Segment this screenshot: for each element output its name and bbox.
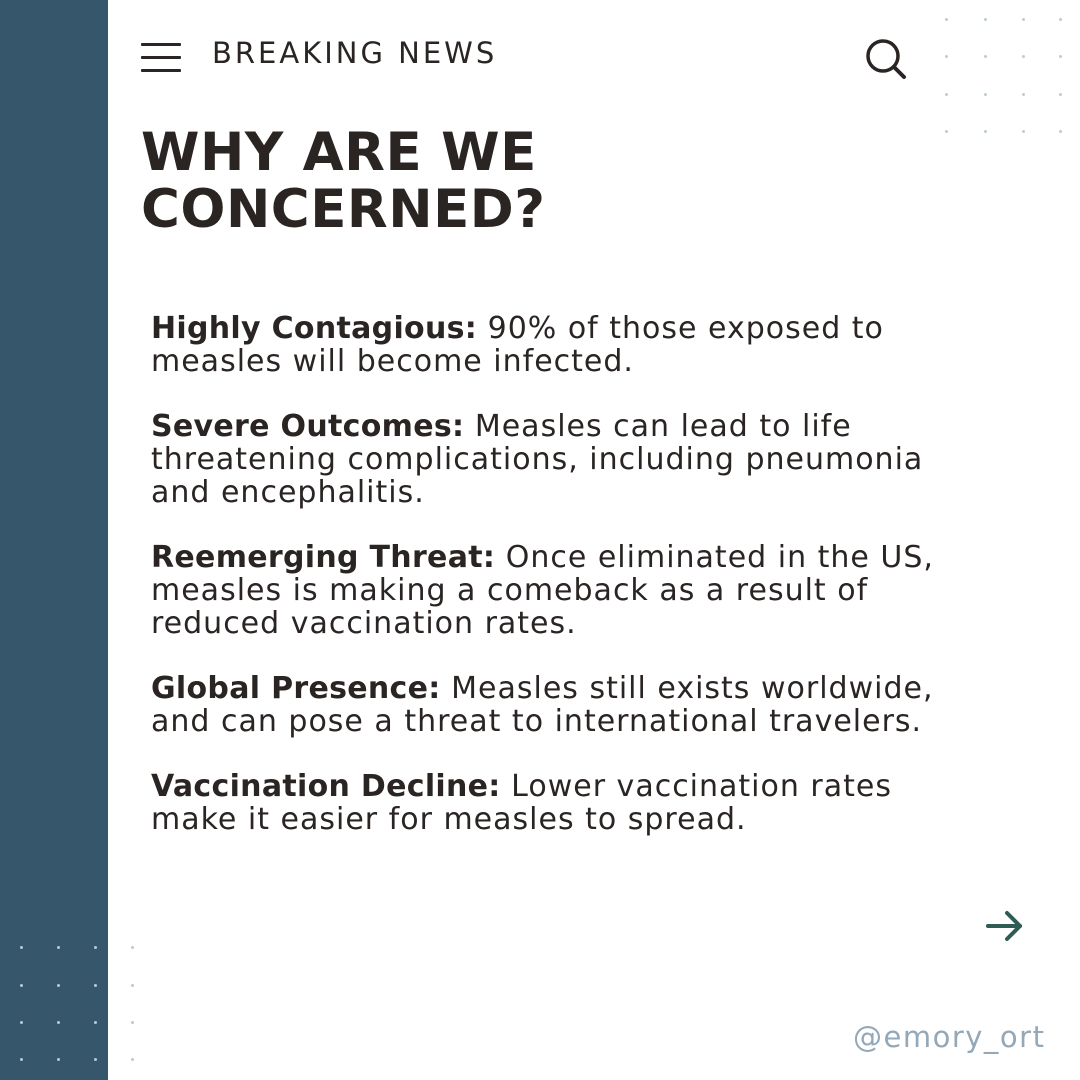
decorative-dot xyxy=(94,1058,97,1061)
decorative-dot xyxy=(984,130,987,133)
concern-label: Highly Contagious: xyxy=(151,311,478,346)
concern-item xyxy=(151,410,951,509)
decorative-dot xyxy=(57,1021,60,1024)
decorative-dot xyxy=(984,55,987,58)
hamburger-menu-icon[interactable] xyxy=(141,41,181,73)
decorative-dot xyxy=(94,984,97,987)
concern-item xyxy=(151,672,951,738)
decorative-dot xyxy=(1059,93,1062,96)
page-title-line-2: CONCERNED? xyxy=(141,179,546,240)
decorative-dot xyxy=(20,1021,23,1024)
sidebar-panel xyxy=(0,0,108,1080)
concern-label: Severe Outcomes: xyxy=(151,409,465,444)
concern-text: Once eliminated in the US, measles is making a comeback as a result of reduced vaccination rates. xyxy=(151,540,934,641)
concern-text: Measles can lead to life threatening complications, including pneumonia and encephalitis. xyxy=(151,409,924,510)
decorative-dot xyxy=(984,18,987,21)
decorative-dot xyxy=(131,1021,134,1024)
concern-list xyxy=(151,312,951,868)
concern-label: Global Presence: xyxy=(151,671,441,706)
decorative-dot xyxy=(20,984,23,987)
search-icon[interactable] xyxy=(862,36,908,80)
decorative-dot xyxy=(945,55,948,58)
decorative-dot xyxy=(94,1021,97,1024)
decorative-dot xyxy=(945,18,948,21)
decorative-dot xyxy=(1022,18,1025,21)
decorative-dot xyxy=(131,946,134,949)
decorative-dot xyxy=(945,130,948,133)
decorative-dot xyxy=(57,984,60,987)
page-title-line-1: WHY ARE WE xyxy=(141,122,537,183)
decorative-dot xyxy=(20,946,23,949)
decorative-dot xyxy=(20,1058,23,1061)
decorative-dot xyxy=(1022,55,1025,58)
concern-label: Vaccination Decline: xyxy=(151,769,501,804)
decorative-dot xyxy=(57,1058,60,1061)
header-title: BREAKING NEWS xyxy=(212,36,498,70)
concern-text: Measles still exists worldwide, and can pose a threat to international travelers. xyxy=(151,671,934,739)
decorative-dot xyxy=(1022,93,1025,96)
decorative-dot xyxy=(1059,130,1062,133)
decorative-dot xyxy=(131,1058,134,1061)
concern-item xyxy=(151,541,951,640)
concern-item xyxy=(151,770,951,836)
decorative-dot xyxy=(1059,55,1062,58)
concern-label: Reemerging Threat: xyxy=(151,540,496,575)
concern-text: Lower vaccination rates make it easier for measles to spread. xyxy=(151,769,892,837)
decorative-dot xyxy=(1022,130,1025,133)
decorative-dot xyxy=(131,984,134,987)
decorative-dot xyxy=(57,946,60,949)
decorative-dot xyxy=(94,946,97,949)
arrow-right-icon[interactable] xyxy=(985,908,1025,944)
decorative-dot xyxy=(984,93,987,96)
page-title xyxy=(141,124,861,238)
concern-text: 90% of those exposed to measles will become infected. xyxy=(151,311,884,379)
social-handle: @emory_ort xyxy=(853,1020,1046,1054)
concern-item xyxy=(151,312,951,378)
decorative-dot xyxy=(945,93,948,96)
decorative-dot xyxy=(1059,18,1062,21)
